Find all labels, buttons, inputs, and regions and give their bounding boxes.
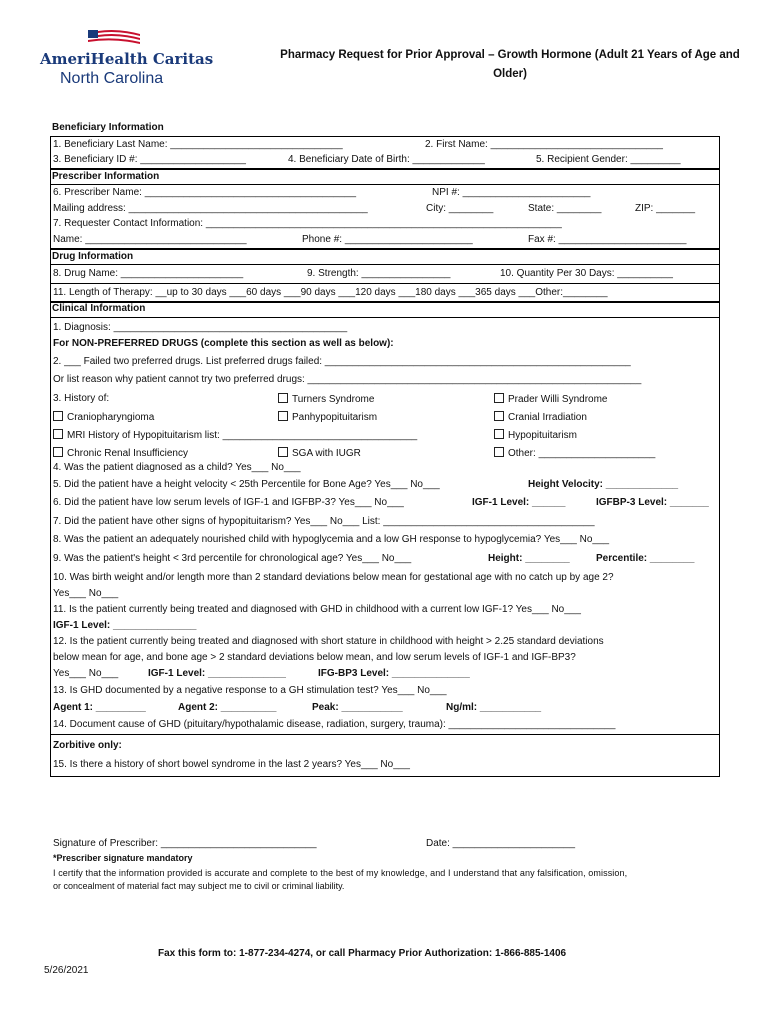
npi-field[interactable]: NPI #: _______________________: [432, 187, 591, 198]
q11-igf-field[interactable]: IGF-1 Level: _______________: [53, 620, 197, 631]
beneficiary-id-field[interactable]: 3. Beneficiary ID #: ___________________: [53, 154, 246, 165]
height-field[interactable]: Height: ________: [488, 553, 570, 564]
certification-line-2: or concealment of material fact may subject me to civil or criminal liability.: [53, 881, 345, 891]
checkbox-icon: [494, 411, 504, 421]
q12-bp3-field[interactable]: IFG-BP3 Level: ______________: [318, 668, 470, 679]
requester-contact-field[interactable]: 7. Requester Contact Information: ________________________________________________________________: [53, 218, 562, 229]
option-label: MRI History of Hypopituitarism list: ___________________________________: [67, 430, 418, 441]
checkbox-ckd[interactable]: [53, 447, 188, 459]
dob-field[interactable]: 4. Beneficiary Date of Birth: _____________: [288, 154, 485, 165]
zorbitive-heading: Zorbitive only:: [53, 740, 122, 751]
revision-date: 5/26/2021: [44, 965, 89, 976]
q7-field[interactable]: 7. Did the patient have other signs of hypopituitarism? Yes___ No___ List: ______________________________________: [53, 516, 595, 527]
checkbox-other[interactable]: [494, 447, 655, 459]
last-name-field[interactable]: 1. Beneficiary Last Name: _______________________________: [53, 139, 343, 150]
ngml-field[interactable]: Ng/ml: ___________: [446, 702, 542, 713]
prescriber-heading: Prescriber Information: [52, 171, 160, 182]
signature-mandatory-note: *Prescriber signature mandatory: [53, 853, 193, 863]
signature-field[interactable]: Signature of Prescriber: ____________________________: [53, 838, 317, 849]
height-velocity-field[interactable]: Height Velocity: _____________: [528, 479, 679, 490]
option-label: SGA with IUGR: [292, 448, 361, 459]
mailing-address-field[interactable]: Mailing address: ___________________________________________: [53, 203, 368, 214]
non-preferred-heading: For NON-PREFERRED DRUGS (complete this section as well as below):: [53, 338, 394, 349]
diagnosis-field[interactable]: 1. Diagnosis: __________________________________________: [53, 322, 348, 333]
reason-field[interactable]: Or list reason why patient cannot try two preferred drugs: ____________________________________________________________: [53, 374, 642, 385]
divider: [50, 283, 720, 284]
length-of-therapy-field[interactable]: 11. Length of Therapy: __up to 30 days ___60 days ___90 days ___120 days ___180 days ___365 days ___Other:________: [53, 287, 608, 298]
fax-field[interactable]: Fax #: _______________________: [528, 234, 687, 245]
beneficiary-heading: Beneficiary Information: [52, 122, 164, 133]
drug-name-field[interactable]: 8. Drug Name: ______________________: [53, 268, 244, 279]
prescriber-name-field[interactable]: 6. Prescriber Name: ______________________________________: [53, 187, 357, 198]
checkbox-hypopit[interactable]: [494, 429, 577, 441]
q10-field[interactable]: 10. Was birth weight and/or length more than 2 standard deviations below mean for gestational age with no catch up by age 2?: [53, 572, 614, 583]
option-label: Cranial Irradiation: [508, 412, 587, 423]
q12-line2: below mean for age, and bone age > 2 standard deviations below mean, and low serum levels of IGF-1 and IGF-BP3?: [53, 652, 576, 663]
q9-field[interactable]: 9. Was the patient's height < 3rd percentile for chronological age? Yes___ No___: [53, 553, 412, 564]
brand-region: North Carolina: [60, 70, 164, 87]
brand-name: AmeriHealth Caritas: [40, 50, 214, 68]
checkbox-icon: [278, 447, 288, 457]
requester-name-field[interactable]: Name: _____________________________: [53, 234, 247, 245]
checkbox-icon: [278, 393, 288, 403]
agent1-field[interactable]: Agent 1: _________: [53, 702, 146, 713]
gender-field[interactable]: 5. Recipient Gender: _________: [536, 154, 681, 165]
checkbox-cranial[interactable]: [494, 411, 587, 423]
checkbox-sga[interactable]: [278, 447, 361, 459]
q15-field[interactable]: 15. Is there a history of short bowel syndrome in the last 2 years? Yes___ No___: [53, 759, 410, 770]
peak-field[interactable]: Peak: ___________: [312, 702, 403, 713]
checkbox-icon: [53, 411, 63, 421]
first-name-field[interactable]: 2. First Name: _______________________________: [425, 139, 663, 150]
signature-date-field[interactable]: Date: ______________________: [426, 838, 576, 849]
state-field[interactable]: State: ________: [528, 203, 602, 214]
q12-answer[interactable]: Yes___ No___: [53, 668, 119, 679]
checkbox-turners[interactable]: [278, 393, 374, 405]
option-label: Craniopharyngioma: [67, 412, 155, 423]
drug-heading: Drug Information: [52, 251, 134, 262]
divider: [50, 317, 720, 318]
strength-field[interactable]: 9. Strength: ________________: [307, 268, 451, 279]
checkbox-cranio[interactable]: [53, 411, 154, 423]
history-label: 3. History of:: [53, 393, 110, 404]
q14-field[interactable]: 14. Document cause of GHD (pituitary/hypothalamic disease, radiation, surgery, trauma): ______________________________: [53, 719, 616, 730]
igfbp3-level-field[interactable]: IGFBP-3 Level: _______: [596, 497, 709, 508]
flag-logo-icon: [88, 30, 140, 48]
q12-field[interactable]: 12. Is the patient currently being treated and diagnosed with short stature in childhood with height > 2.25 standard deviations: [53, 636, 604, 647]
quantity-field[interactable]: 10. Quantity Per 30 Days: __________: [500, 268, 673, 279]
q11-field[interactable]: 11. Is the patient currently being treated and diagnosed with GHD in childhood with a current low IGF-1? Yes___ No___: [53, 604, 581, 615]
divider: [50, 264, 720, 265]
option-label: Hypopituitarism: [508, 430, 577, 441]
form-title: Pharmacy Request for Prior Approval – Growth Hormone (Adult 21 Years of Age and Older): [280, 49, 740, 80]
igf1-level-field[interactable]: IGF-1 Level: ______: [472, 497, 566, 508]
option-label: Prader Willi Syndrome: [508, 394, 608, 405]
checkbox-prader[interactable]: [494, 393, 607, 405]
option-label: Turners Syndrome: [292, 394, 375, 405]
option-label: Panhypopituitarism: [292, 412, 378, 423]
q13-field[interactable]: 13. Is GHD documented by a negative response to a GH stimulation test? Yes___ No___: [53, 685, 447, 696]
q5-field[interactable]: 5. Did the patient have a height velocity < 25th Percentile for Bone Age? Yes___ No___: [53, 479, 440, 490]
q12-igf-field[interactable]: IGF-1 Level: ______________: [148, 668, 286, 679]
percentile-field[interactable]: Percentile: ________: [596, 553, 695, 564]
checkbox-mri[interactable]: [53, 429, 417, 441]
failed-drugs-field[interactable]: 2. ___ Failed two preferred drugs. List preferred drugs failed: _______________________________________________________: [53, 356, 631, 367]
checkbox-icon: [53, 447, 63, 457]
zip-field[interactable]: ZIP: _______: [635, 203, 696, 214]
option-label: Other: _____________________: [508, 448, 656, 459]
checkbox-icon: [53, 429, 63, 439]
city-field[interactable]: City: ________: [426, 203, 494, 214]
option-label: Chronic Renal Insufficiency: [67, 448, 188, 459]
checkbox-icon: [494, 393, 504, 403]
agent2-field[interactable]: Agent 2: __________: [178, 702, 277, 713]
certification-line-1: I certify that the information provided is accurate and complete to the best of my knowledge, and I understand that any falsification, omission,: [53, 868, 628, 878]
q6-field[interactable]: 6. Did the patient have low serum levels of IGF-1 and IGFBP-3? Yes___ No___: [53, 497, 404, 508]
checkbox-icon: [278, 411, 288, 421]
q8-field[interactable]: 8. Was the patient an adequately nourished child with hypoglycemia and a low GH response to hypoglycemia? Yes___ No___: [53, 534, 610, 545]
clinical-heading: Clinical Information: [52, 303, 146, 314]
q4-field[interactable]: 4. Was the patient diagnosed as a child? Yes___ No___: [53, 462, 301, 473]
checkbox-panhypo[interactable]: [278, 411, 377, 423]
fax-instructions: Fax this form to: 1-877-234-4274, or call Pharmacy Prior Authorization: 1-866-885-1406: [158, 948, 567, 959]
phone-field[interactable]: Phone #: _______________________: [302, 234, 473, 245]
checkbox-icon: [494, 429, 504, 439]
q10-answer[interactable]: Yes___ No___: [53, 588, 119, 599]
checkbox-icon: [494, 447, 504, 457]
divider: [50, 184, 720, 185]
divider: [50, 734, 720, 735]
